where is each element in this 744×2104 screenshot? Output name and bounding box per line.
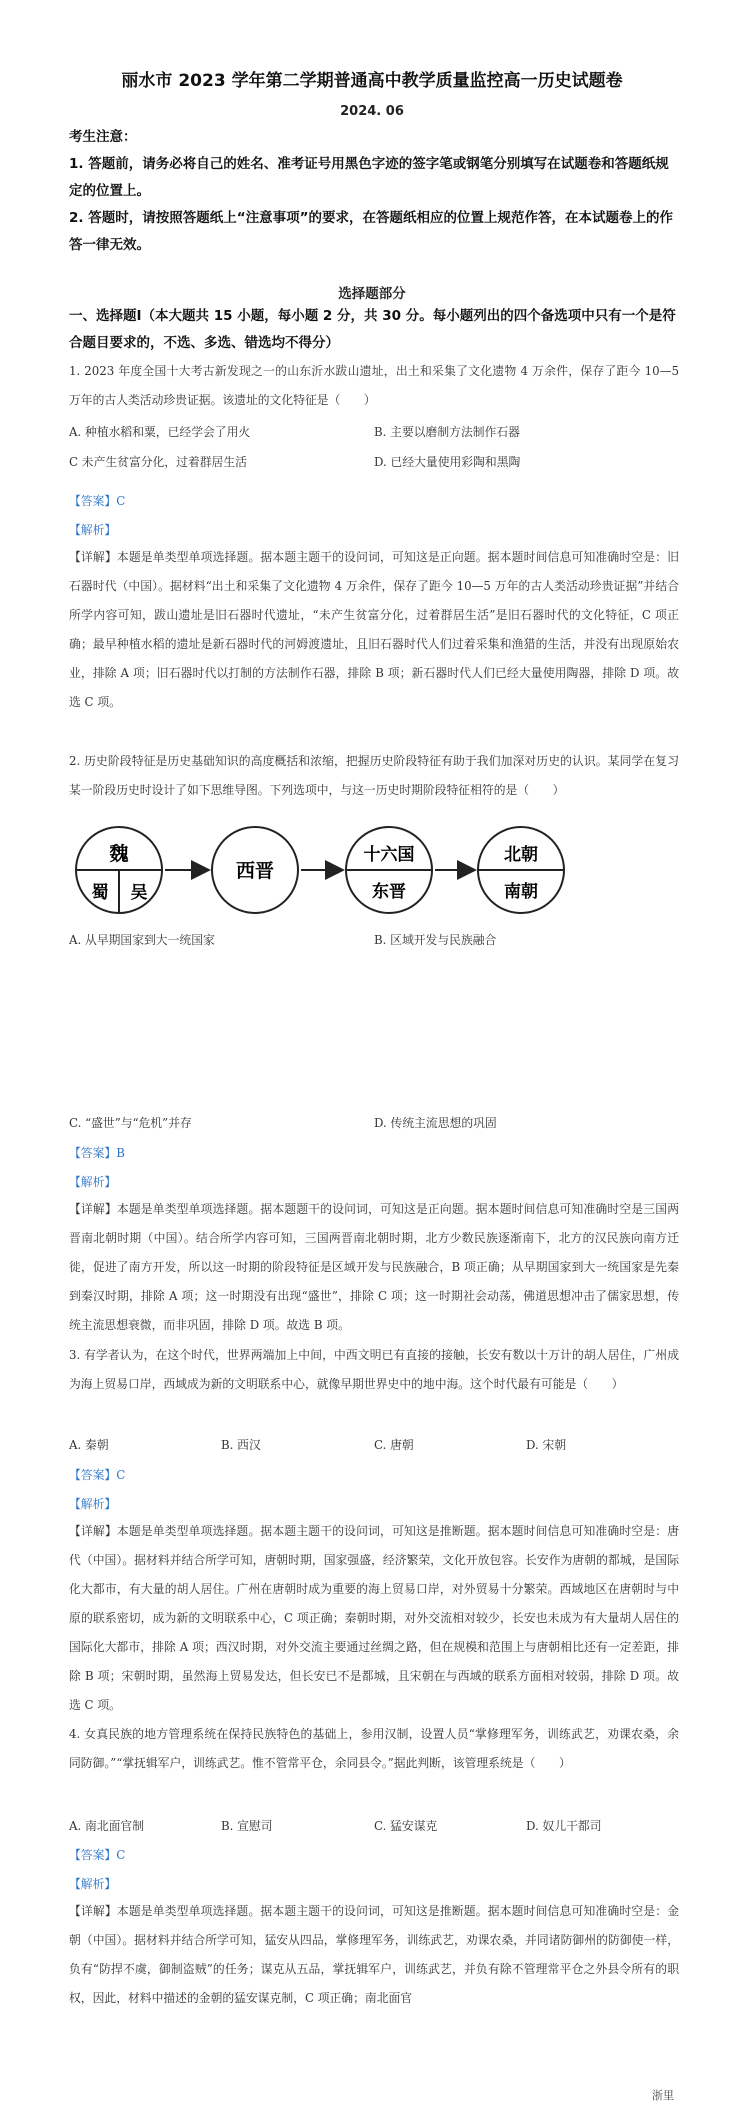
q1-option-c: C 未产生贫富分化，过着群居生活 — [69, 455, 247, 469]
q1-analysis-label: 【解析】 — [69, 523, 117, 537]
q4-detail: 【详解】本题是单类型单项选择题。据本题主题干的设问词，可知这是推断题。据本题时间信息可知准确时空是：金朝（中国）。据材料并结合所学可知，猛安从四品，掌修理军务，训练武艺，劝课农桑，并同诸防御州的防御使一样，负有“防捍不虞，御制盗贼”的任务；谋克从五品，掌抚辑军户，训练武艺，并负有除不管理常平仓之外县令所有的职权，因此，材料中描述的金朝的猛安谋克制，C 项正确；南北面官 — [69, 1904, 679, 2005]
exam-title: 丽水市 2023 学年第二学期普通高中教学质量监控高一历史试题卷 — [121, 71, 623, 91]
notice-item-1: 1. 答题前，请务必将自己的姓名、准考证号用黑色字迹的签字笔或钢笔分别填写在试题卷和答题纸规定的位置上。 — [69, 156, 669, 199]
node-label-beichao: 北朝 — [504, 845, 538, 865]
node-label-wu: 吴 — [130, 883, 148, 903]
node-label-nanchao: 南朝 — [504, 882, 538, 902]
q2-option-a: A. 从早期国家到大一统国家 — [69, 933, 215, 947]
section-instruction: 一、选择题Ⅰ（本大题共 15 小题，每小题 2 分，共 30 分。每小题列出的四个备选项中只有一个是符合题目要求的，不选、多选、错选均不得分） — [69, 308, 676, 351]
q1-option-b: B. 主要以磨制方法制作石器 — [374, 425, 520, 439]
notice-heading: 考生注意： — [69, 129, 137, 145]
exam-date: 2024. 06 — [340, 104, 404, 119]
q1-detail: 【详解】本题是单类型单项选择题。据本题主题干的设问词，可知这是正向题。据本题时间信息可知准确时空是：旧石器时代（中国）。据材料“出土和采集了文化遗物 4 万余件，保存了距今 10—5 万年的古人类活动珍贵证据”并结合所学内容可知，跋山遗址是旧石器时代遗址，“未产生贫富分化，过着群居生活”是旧石器时代的文化特征，C 项正确；最早种植水稻的遗址是新石器时代的河姆渡遗址，且旧石器时代人们过着采集和渔猎的生活，并没有出现原始农业，排除 A 项；旧石器时代以打制的方法制作石器，排除 B 项；新石器时代人们已经大量使用陶器，排除 D 项。故选 C 项。 — [69, 550, 679, 709]
q4-option-b: B. 宣慰司 — [221, 1819, 273, 1833]
q2-answer: 【答案】B — [69, 1146, 125, 1160]
node-label-xijin: 西晋 — [235, 860, 275, 882]
notice-item-2: 2. 答题时，请按照答题纸上“注意事项”的要求，在答题纸相应的位置上规范作答，在本试题卷上的作答一律无效。 — [69, 210, 673, 253]
q2-stem: 2. 历史阶段特征是历史基础知识的高度概括和浓缩，把握历史阶段特征有助于我们加深对历史的认识。某同学在复习某一阶段历史时设计了如下思维导图。下列选项中，与这一历史时期阶段特征相符的是（ ） — [69, 754, 679, 797]
q2-detail: 【详解】本题是单类型单项选择题。据本题题干的设问词，可知这是正向题。据本题时间信息可知准确时空是三国两晋南北朝时期（中国）。结合所学内容可知，三国两晋南北朝时期，北方少数民族逐渐南下，北方的汉民族向南方迁徙，促进了南方开发，所以这一时期的阶段特征是区域开发与民族融合，B 项正确；从早期国家到大一统国家是先秦到秦汉时期，排除 A 项；这一时期没有出现“盛世”，排除 C 项；这一时期社会动荡，佛道思想冲击了儒家思想，传统主流思想衰微，而非巩固，排除 D 项。故选 B 项。 — [69, 1202, 679, 1332]
q3-option-d: D. 宋朝 — [526, 1438, 567, 1452]
q3-detail: 【详解】本题是单类型单项选择题。据本题主题干的设问词，可知这是推断题。据本题时间信息可知准确时空是：唐代（中国）。据材料并结合所学可知，唐朝时期，国家强盛，经济繁荣，文化开放包容。长安作为唐朝的都城，是国际化大都市，有大量的胡人居住。广州在唐朝时成为重要的海上贸易口岸，对外贸易十分繁荣。西域地区在唐朝时与中原的联系密切，成为新的文明联系中心，C 项正确；秦朝时期，对外交流相对较少，长安也未成为有大量胡人居住的国际化大都市，排除 A 项；西汉时期，对外交流主要通过丝绸之路，但在规模和范围上与唐朝相比还有一定差距，排除 B 项；宋朝时期，虽然海上贸易发达，但长安已不是都城，且宋朝在与西域的联系方面相对较弱，排除 D 项。故选 C 项。 — [69, 1524, 679, 1712]
q3-option-b: B. 西汉 — [221, 1438, 261, 1452]
q1-option-a: A. 种植水稻和粟，已经学会了用火 — [69, 425, 251, 439]
q4-option-c: C. 猛安谋克 — [374, 1819, 438, 1833]
node-label-wei: 魏 — [109, 843, 129, 865]
node-label-shu: 蜀 — [91, 883, 109, 903]
q1-option-d: D. 已经大量使用彩陶和黑陶 — [374, 455, 521, 469]
q2-option-c: C. “盛世”与“危机”并存 — [69, 1116, 192, 1130]
q1-answer: 【答案】C — [69, 494, 126, 508]
q2-analysis-label: 【解析】 — [69, 1175, 117, 1189]
q3-option-a: A. 秦朝 — [69, 1438, 109, 1452]
q4-stem: 4. 女真民族的地方管理系统在保持民族特色的基础上，参用汉制，设置人员“掌修理军务，训练武艺，劝课农桑，余同防御。”“掌抚辑军户，训练武艺。惟不管常平仓，余同县令。”据此判断，该管理系统是（ ） — [69, 1727, 679, 1770]
q4-answer: 【答案】C — [69, 1848, 126, 1862]
node-label-shiliuguo: 十六国 — [363, 845, 415, 865]
page-footer: 浙里 — [652, 2089, 674, 2102]
q2-option-b: B. 区域开发与民族融合 — [374, 933, 497, 947]
q1-stem: 1. 2023 年度全国十大考古新发现之一的山东沂水跋山遗址，出土和采集了文化遗物 4 万余件，保存了距今 10—5 万年的古人类活动珍贵证据。该遗址的文化特征是（ ） — [69, 364, 679, 407]
q4-option-a: A. 南北面官制 — [69, 1819, 145, 1833]
q4-analysis-label: 【解析】 — [69, 1877, 117, 1891]
timeline-diagram — [69, 820, 569, 930]
q4-option-d: D. 奴儿干都司 — [526, 1819, 602, 1833]
q3-stem: 3. 有学者认为，在这个时代，世界两端加上中间，中西文明已有直接的接触，长安有数以十万计的胡人居住，广州成为海上贸易口岸，西域成为新的文明联系中心，就像早期世界史中的地中海。这个时代最有可能是（ ） — [69, 1348, 679, 1391]
q3-option-c: C. 唐朝 — [374, 1438, 414, 1452]
node-label-dongjin: 东晋 — [372, 882, 406, 902]
section-title: 选择题部分 — [338, 286, 406, 302]
q3-analysis-label: 【解析】 — [69, 1497, 117, 1511]
q2-option-d: D. 传统主流思想的巩固 — [374, 1116, 497, 1130]
q3-answer: 【答案】C — [69, 1468, 126, 1482]
